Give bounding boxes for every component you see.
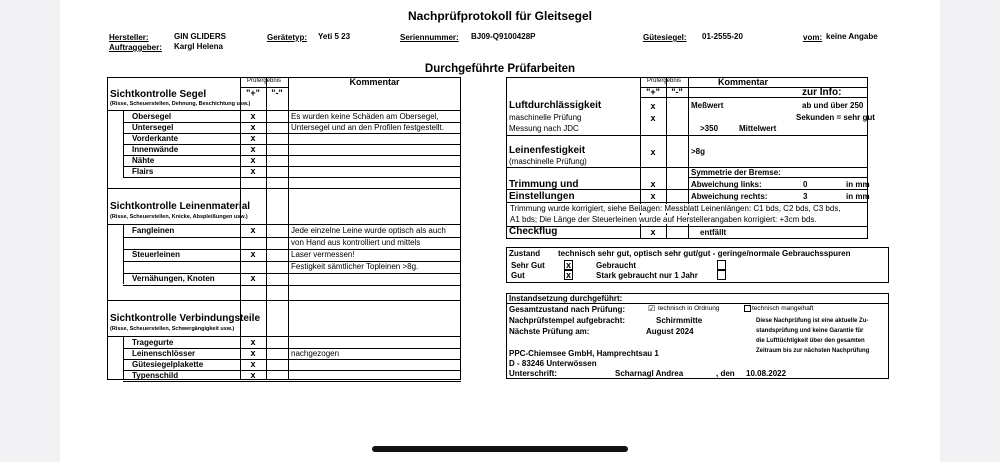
right-col-kommentar: Kommentar xyxy=(717,77,768,87)
verbindung-row-label: Leinenschlösser xyxy=(132,349,196,358)
hersteller-value: GIN GLIDERS xyxy=(174,32,227,41)
gut-checkbox[interactable]: x xyxy=(565,270,571,280)
links-label: Abweichung links: xyxy=(691,180,762,189)
verbindung-row-label: Typenschild xyxy=(132,371,179,380)
luft-messwert: Meßwert xyxy=(691,101,724,110)
leinen-row-mark: x xyxy=(250,225,256,235)
rechts-unit: in mm xyxy=(846,192,870,201)
geraetetyp-value: Yeti 5 23 xyxy=(318,32,351,41)
segel-row-mark: x xyxy=(250,122,256,132)
zustand-sehr-gut: Sehr Gut xyxy=(511,261,545,270)
segel-row-mark: x xyxy=(250,166,256,176)
verbindung-row-label: Gütesiegelplakette xyxy=(132,360,204,369)
verbindung-row-mark: x xyxy=(250,359,256,369)
geraetetyp-label: Gerätetyp: xyxy=(267,33,308,42)
unterschrift-value: Scharnagl Andrea xyxy=(615,369,684,378)
document-page xyxy=(60,0,940,462)
zur-info: zur Info: xyxy=(802,87,842,98)
luft-sub2: Messung nach JDC xyxy=(509,124,579,133)
left-margin xyxy=(0,0,60,462)
verbindung-subtitle: (Risse, Scheuerstellen, Schwergängigkeit usw.) xyxy=(110,326,235,332)
luft-mark1: x xyxy=(650,101,656,111)
instand-title: Instandsetzung durchgeführt: xyxy=(509,294,623,303)
segel-row-label: Untersegel xyxy=(132,123,174,132)
luft-mark2: x xyxy=(650,113,656,123)
segel-row-mark: x xyxy=(250,133,256,143)
note-line-3: die Lufttüchtigkeit über den gesamten xyxy=(756,338,865,344)
left-col-kommentar: Kommentar xyxy=(349,77,400,87)
segel-subtitle: (Risse, Scheuerstellen, Dehnung, Beschichtung usw.) xyxy=(110,101,251,107)
auftraggeber-value: Kargl Helena xyxy=(174,42,223,51)
links-value: 0 xyxy=(803,180,808,189)
sehr-gut-checkbox[interactable]: x xyxy=(565,260,571,270)
verbindung-row-mark: x xyxy=(250,348,256,358)
leinen-row-label: Vernähungen, Knoten xyxy=(132,274,215,283)
right-col-minus: "-" xyxy=(671,87,683,97)
verbindung-row-mark: x xyxy=(250,370,256,380)
verbindung-row-line xyxy=(123,381,461,382)
festigkeit-title: Leinenfestigkeit xyxy=(509,145,586,156)
segel-row-comment: Untersegel und an den Profilen festgestellt. xyxy=(291,123,444,132)
note-line-1: Diese Nachprüfung ist eine aktuelle Zu- xyxy=(756,318,869,324)
trimmung-note2: A1 bds; Die Länge der Steuerleinen wurde auf Herstellerangaben korrigiert: +3cm bds. xyxy=(510,215,817,224)
right-col-pruef: Prüfergebnis xyxy=(646,78,682,84)
checkflug-mark: x xyxy=(650,227,656,237)
verbindung-row-mark: x xyxy=(250,337,256,347)
ok-label: technisch in Ordnung xyxy=(658,305,720,312)
segel-row-label: Obersegel xyxy=(132,112,172,121)
vom-value: keine Angabe xyxy=(826,32,878,41)
document-title: Nachprüfprotokoll für Gleitsegel xyxy=(407,9,593,23)
section-title: Durchgeführte Prüfarbeiten xyxy=(424,63,576,75)
zustand-desc: technisch sehr gut, optisch sehr gut/gut - geringe/normale Gebrauchsspuren xyxy=(558,249,851,258)
rechts-value: 3 xyxy=(803,192,808,201)
segel-row-label: Flairs xyxy=(132,167,154,176)
firma-line-2: D - 83246 Unterwössen xyxy=(509,359,597,368)
leinen-title: Sichtkontrolle Leinenmaterial xyxy=(110,201,251,212)
leinen-row-mark: x xyxy=(250,273,256,283)
home-indicator[interactable] xyxy=(372,446,628,452)
segel-row-line xyxy=(123,177,461,178)
right-margin xyxy=(940,0,1000,462)
leinen-row-comment: Jede einzelne Leine wurde optisch als auch xyxy=(291,226,446,235)
segel-row-line xyxy=(123,155,461,156)
left-col-plus: "+" xyxy=(246,88,260,98)
firma-line-1: PPC-Chiemsee GmbH, Hamprechtsau 1 xyxy=(509,349,659,358)
leinen-row-label: Steuerleinen xyxy=(132,250,181,259)
verbindung-row-comment: nachgezogen xyxy=(291,349,340,358)
trimmung-title2: Einstellungen xyxy=(509,191,575,202)
trimmung-mark2: x xyxy=(650,191,656,201)
luft-sub1: maschinelle Prüfung xyxy=(509,113,582,122)
symmetrie-label: Symmetrie der Bremse: xyxy=(691,168,781,177)
links-unit: in mm xyxy=(846,180,870,189)
verbindung-row-label: Tragegurte xyxy=(132,338,174,347)
zustand-stark: Stark gebraucht nur 1 Jahr xyxy=(596,271,698,280)
leinen-row-line xyxy=(123,285,461,286)
guetesiegel-label: Gütesiegel: xyxy=(643,33,687,42)
luft-mittelwert: Mittelwert xyxy=(739,124,777,133)
luft-range: ab und über 250 xyxy=(802,101,864,110)
right-col-plus: "+" xyxy=(646,87,660,97)
checkflug-value: entfällt xyxy=(700,228,727,237)
festigkeit-value: >8g xyxy=(691,147,706,156)
segel-row-label: Nähte xyxy=(132,156,155,165)
luft-sek: Sekunden = sehr gut xyxy=(796,113,875,122)
checkflug-title: Checkflug xyxy=(509,226,558,237)
seriennummer-value: BJ09-Q9100428P xyxy=(471,32,536,41)
segel-row-comment: Es wurden keine Schäden am Obersegel, xyxy=(291,112,439,121)
leinen-row-comment: von Hand aus kontrolliert und mittels xyxy=(291,238,421,247)
mangel-label: technisch mangelhaft xyxy=(752,305,814,312)
leinen-row-comment: Festigkeit sämtlicher Topleinen >8g. xyxy=(291,262,419,271)
hersteller-label: Hersteller: xyxy=(109,33,149,42)
stempel-value: Schirmmitte xyxy=(656,316,703,325)
left-col-pruef: Prüfergebnis xyxy=(246,78,282,84)
trimmung-mark1: x xyxy=(650,179,656,189)
vom-label: vom: xyxy=(803,33,823,42)
gebraucht-checkbox[interactable] xyxy=(717,260,726,270)
gesamt-label: Gesamtzustand nach Prüfung: xyxy=(509,305,626,314)
unterschrift-label: Unterschrift: xyxy=(509,369,558,378)
segel-row-mark: x xyxy=(250,155,256,165)
datum-value: 10.08.2022 xyxy=(746,369,787,378)
zustand-gut: Gut xyxy=(511,271,525,280)
leinen-row-label: Fangleinen xyxy=(132,226,175,235)
festigkeit-mark: x xyxy=(650,147,656,157)
luft-value: >350 xyxy=(700,124,719,133)
auftraggeber-label: Auftraggeber: xyxy=(109,43,162,52)
festigkeit-sub: (maschinelle Prüfung) xyxy=(509,157,587,166)
leinen-row-mark: x xyxy=(250,249,256,259)
segel-row-mark: x xyxy=(250,111,256,121)
zustand-gebraucht: Gebraucht xyxy=(596,261,637,270)
rechts-label: Abweichung rechts: xyxy=(691,192,768,201)
ok-check-icon[interactable]: ☑ xyxy=(648,304,656,313)
left-col-minus: "-" xyxy=(271,88,283,98)
note-line-4: Zeitraum bis zur nächsten Nachprüfung xyxy=(756,348,870,354)
guetesiegel-value: 01-2555-20 xyxy=(702,32,743,41)
segel-row-label: Vorderkante xyxy=(132,134,179,143)
naechste-value: August 2024 xyxy=(646,327,694,336)
stempel-label: Nachprüfstempel aufgebracht: xyxy=(509,316,626,325)
trimmung-title1: Trimmung und xyxy=(509,179,579,190)
trimmung-note1: Trimmung wurde korrigiert, siehe Beilagen: Messblatt Leinenlängen: C1 bds, C2 bds, C3 bds, xyxy=(510,204,841,213)
den-label: , den xyxy=(716,369,735,378)
mangel-checkbox[interactable] xyxy=(744,305,751,312)
segel-title: Sichtkontrolle Segel xyxy=(110,89,207,100)
note-line-2: standsprüfung und keine Garantie für xyxy=(756,328,864,334)
stark-checkbox[interactable] xyxy=(717,270,726,280)
verbindung-title: Sichtkontrolle Verbindungsteile xyxy=(110,313,261,324)
leinen-subtitle: (Risse, Scheuerstellen, Knicke, Abspleißungen usw.) xyxy=(110,214,248,220)
seriennummer-label: Seriennummer: xyxy=(400,33,459,42)
segel-row-line xyxy=(123,166,461,167)
segel-row-mark: x xyxy=(250,144,256,154)
naechste-label: Nächste Prüfung am: xyxy=(509,327,590,336)
segel-row-label: Innenwände xyxy=(132,145,179,154)
zustand-label: Zustand xyxy=(509,249,541,258)
leinen-row-comment: Laser vermessen! xyxy=(291,250,355,259)
luft-title: Luftdurchlässigkeit xyxy=(509,100,602,111)
